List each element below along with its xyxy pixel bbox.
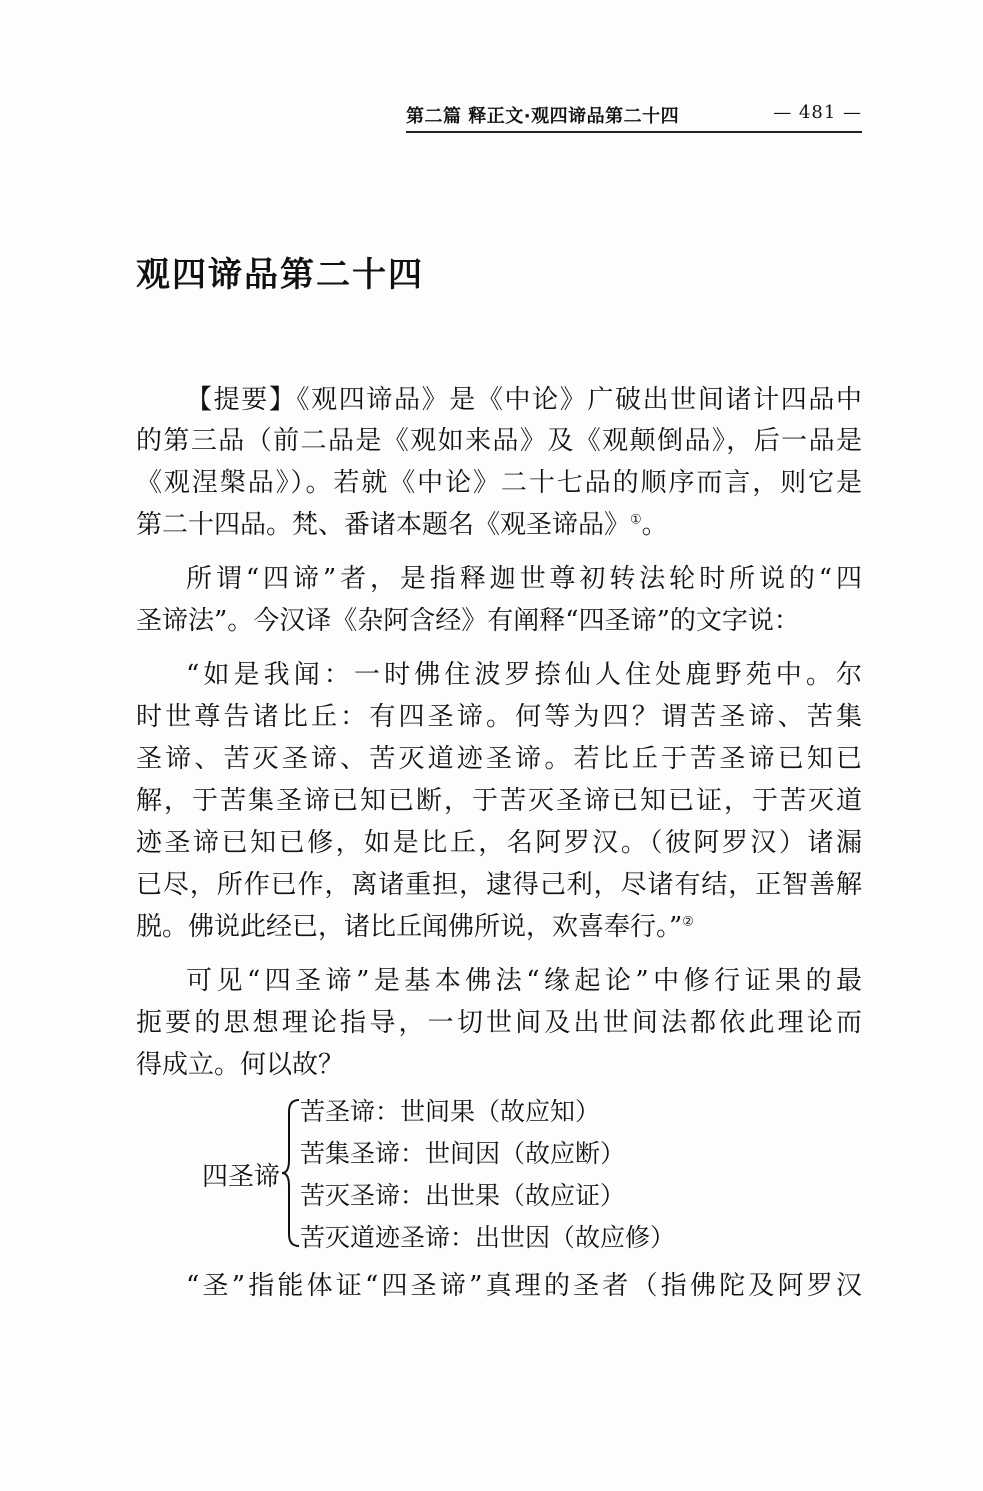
chapter-title: 观四谛品第二十四	[136, 255, 424, 295]
text-line: “如是我闻：一时佛住波罗捺仙人住处鹿野苑中。尔	[186, 660, 862, 690]
text-line	[136, 505, 862, 545]
text-line: 扼要的思想理论指导，一切世间及出世间法都依此理论而	[136, 1008, 862, 1038]
running-title: 第二篇 释正文·观四谛品第二十四	[406, 106, 680, 127]
text-line: 迹圣谛已知已修，如是比丘，名阿罗汉。（彼阿罗汉）诸漏	[136, 828, 862, 858]
text-segment: 脱。佛说此经已，诸比丘闻佛所说，欢喜奉行。”	[136, 912, 683, 942]
text-line: “圣”指能体证“四圣谛”真理的圣者（指佛陀及阿罗汉	[186, 1271, 862, 1301]
text-line	[136, 907, 862, 947]
text-line: 《观涅槃品》）。若就《中论》二十七品的顺序而言，则它是	[136, 468, 862, 498]
diagram-item: 苦灭道迹圣谛：出世因（故应修）	[300, 1223, 676, 1252]
page-number: — 481 —	[773, 102, 862, 123]
header-rule	[406, 131, 862, 133]
diagram-item: 苦灭圣谛：出世果（故应证）	[300, 1181, 626, 1210]
text-line: 【提要】《观四谛品》是《中论》广破出世间诸计四品中	[186, 385, 862, 415]
diagram-label: 四圣谛	[202, 1162, 281, 1192]
text-line: 解，于苦集圣谛已知已断，于苦灭圣谛已知已证，于苦灭道	[136, 786, 862, 816]
text-line: 已尽，所作已作，离诸重担，逮得己利，尽诸有结，正智善解	[136, 870, 862, 900]
text-segment: 。	[641, 510, 668, 540]
text-line: 圣谛、苦灭圣谛、苦灭道迹圣谛。若比丘于苦圣谛已知已	[136, 744, 862, 774]
text-line: 的第三品（前二品是《观如来品》及《观颠倒品》，后一品是	[136, 426, 862, 456]
footnote-ref[interactable]: ①	[630, 512, 642, 528]
text-segment: 第二十四品。梵、番诸本题名《观圣谛品》	[136, 510, 631, 540]
footnote-ref[interactable]: ②	[682, 914, 694, 930]
text-line: 所谓“四谛”者，是指释迦世尊初转法轮时所说的“四	[186, 564, 862, 594]
diagram-item: 苦集圣谛：世间因（故应断）	[300, 1139, 626, 1168]
brace-icon	[281, 1098, 301, 1248]
text-line: 可见“四圣谛”是基本佛法“缘起论”中修行证果的最	[186, 966, 862, 996]
text-line: 时世尊告诸比丘：有四圣谛。何等为四？谓苦圣谛、苦集	[136, 702, 862, 732]
running-header	[406, 102, 862, 130]
diagram-item: 苦圣谛：世间果（故应知）	[300, 1097, 601, 1126]
text-line: 圣谛法”。今汉译《杂阿含经》有阐释“四圣谛”的文字说：	[136, 606, 800, 636]
text-line: 得成立。何以故？	[136, 1050, 345, 1080]
